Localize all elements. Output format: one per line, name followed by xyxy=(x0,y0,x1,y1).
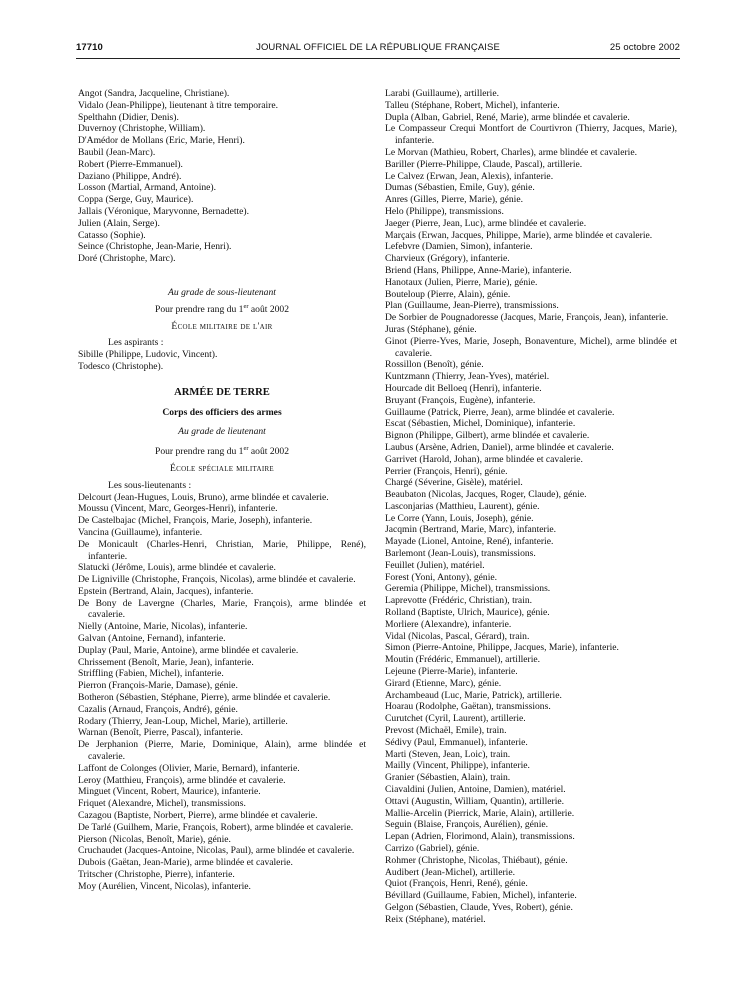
grade-heading-air: Au grade de sous-lieutenant xyxy=(168,286,276,298)
list-entry: Mailly (Vincent, Philippe), infanterie. xyxy=(385,760,530,772)
list-entry: Julien (Alain, Serge). xyxy=(78,217,160,229)
list-entry: Dumas (Sébastien, Emile, Guy), génie. xyxy=(385,182,535,194)
list-entry: Tritscher (Christophe, Pierre), infanterie. xyxy=(78,869,235,881)
list-entry: Bignon (Philippe, Gilbert), arme blindée et cavalerie. xyxy=(385,430,590,442)
list-entry: Bévillard (Guillaume, Fabien, Michel), infanterie. xyxy=(385,890,577,902)
list-entry: Lejeune (Pierre-Marie), infanterie. xyxy=(385,666,518,678)
list-entry: Friquet (Alexandre, Michel), transmissions. xyxy=(78,798,246,810)
list-entry: Hoarau (Rodolphe, Gaëtan), transmissions. xyxy=(385,701,551,713)
list-entry: De Ligniville (Christophe, François, Nicolas), arme blindée et cavalerie. xyxy=(78,574,356,586)
list-entry: Sibille (Philippe, Ludovic, Vincent). xyxy=(78,349,218,361)
list-entry: De Jerphanion (Pierre, Marie, Dominique, Alain), arme blindée et cavalerie. xyxy=(78,739,366,763)
list-entry: Le Corre (Yann, Louis, Joseph), génie. xyxy=(385,512,534,524)
list-entry: Rolland (Baptiste, Ulrich, Maurice), génie. xyxy=(385,607,550,619)
school-heading-air: École militaire de l'air xyxy=(171,320,273,332)
list-entry: Vidalo (Jean-Philippe), lieutenant à titre temporaire. xyxy=(78,99,279,111)
list-entry: Ottavi (Augustin, William, Quantin), artillerie. xyxy=(385,795,565,807)
list-entry: De Castelbajac (Michel, François, Marie, Joseph), infanterie. xyxy=(78,515,313,527)
list-entry: Le Morvan (Mathieu, Robert, Charles), arme blindée et cavalerie. xyxy=(385,146,637,158)
list-entry: Juras (Stéphane), génie. xyxy=(385,323,477,335)
list-entry: Vancina (Guillaume), infanterie. xyxy=(78,526,203,538)
list-entry: Guillaume (Patrick, Pierre, Jean), arme blindée et cavalerie. xyxy=(385,406,615,418)
list-entry: Marti (Steven, Jean, Loic), train. xyxy=(385,748,511,760)
list-entry: Laubus (Arsène, Adrien, Daniel), arme blindée et cavalerie. xyxy=(385,441,614,453)
list-entry: Duvernoy (Christophe, William). xyxy=(78,123,206,135)
journal-title: JOURNAL OFFICIEL DE LA RÉPUBLIQUE FRANÇAISE xyxy=(256,42,500,53)
list-entry: Duplay (Paul, Marie, Antoine), arme blindée et cavalerie. xyxy=(78,644,299,656)
list-entry: Jacqmin (Bertrand, Marie, Marc), infanterie. xyxy=(385,524,557,536)
list-entry: Botheron (Sébastien, Stéphane, Pierre), arme blindée et cavalerie. xyxy=(78,692,331,704)
list-entry: Baubil (Jean-Marc). xyxy=(78,146,156,158)
list-entry: Perrier (François, Henri), génie. xyxy=(385,465,508,477)
list-entry: Carrizo (Gabriel), génie. xyxy=(385,843,480,854)
list-entry: Jaeger (Pierre, Jean, Luc), arme blindée et cavalerie. xyxy=(385,217,587,229)
list-entry: Marçais (Erwan, Jacques, Philippe, Marie), arme blindée et cavalerie. xyxy=(385,229,653,241)
list-entry: Archambeaud (Luc, Marie, Patrick), artillerie. xyxy=(385,689,562,701)
list-entry: Forest (Yoni, Antony), génie. xyxy=(385,571,498,583)
list-entry: Sédivy (Paul, Emmanuel), infanterie. xyxy=(385,736,528,748)
list-entry: Coppa (Serge, Guy, Maurice). xyxy=(78,194,194,206)
page-header xyxy=(76,42,680,56)
list-entry: Jallais (Véronique, Maryvonne, Bernadette). xyxy=(78,205,250,217)
list-entry: Rossillon (Benoît), génie. xyxy=(385,359,484,371)
rang-line-air: Pour prendre rang du 1er août 2002 xyxy=(154,302,290,315)
list-entry: Epstein (Bertrand, Alain, Jacques), infanterie. xyxy=(78,585,254,597)
list-entry: Simon (Pierre-Antoine, Philippe, Jacques, Marie), infanterie. xyxy=(385,642,619,654)
list-entry: Charvieux (Grégory), infanterie. xyxy=(385,253,510,265)
list-entry: Leroy (Matthieu, François), arme blindée et cavalerie. xyxy=(78,774,286,786)
list-entry: Striffling (Fabien, Michel), infanterie. xyxy=(78,668,224,680)
list-entry: Le Compasseur Crequi Montfort de Courtivron (Thierry, Jacques, Marie), infanterie. xyxy=(385,123,677,147)
list-entry: Bariller (Pierre-Philippe, Claude, Pascal), artillerie. xyxy=(385,158,583,170)
list-entry: Hourcade dit Belloeq (Henri), infanterie. xyxy=(385,382,542,394)
list-entry: Pierson (Nicolas, Benoît, Marie), génie. xyxy=(78,833,231,845)
list-entry: Losson (Martial, Armand, Antoine). xyxy=(78,182,217,194)
list-entry: Lasconjarias (Matthieu, Laurent), génie. xyxy=(385,500,540,512)
list-entry: Geremia (Philippe, Michel), transmissions. xyxy=(385,583,551,595)
list-entry: Doré (Christophe, Marc). xyxy=(78,253,176,265)
list-entry: Girard (Etienne, Marc), génie. xyxy=(385,677,502,689)
list-entry: Rodary (Thierry, Jean-Loup, Michel, Marie), artillerie. xyxy=(78,715,288,727)
list-entry: Quiot (François, Henri, René), génie. xyxy=(385,878,528,890)
list-entry: Audibert (Jean-Michel), artillerie. xyxy=(385,866,515,878)
group-label-air: Les aspirants : xyxy=(108,337,164,349)
list-entry: Chargé (Séverine, Gisèle), matériel. xyxy=(385,477,523,489)
list-entry: Moussu (Vincent, Marc, Georges-Henri), infanterie. xyxy=(78,503,278,515)
list-entry: Morliere (Alexandre), infanterie. xyxy=(385,618,512,630)
right-list xyxy=(385,88,677,926)
list-entry: Laffont de Colonges (Olivier, Marie, Bernard), infanterie. xyxy=(78,762,300,774)
list-entry: Slatucki (Jérôme, Louis), arme blindée et cavalerie. xyxy=(78,562,276,574)
list-entry: Feuillet (Julien), matériel. xyxy=(385,559,485,571)
list-entry: Ginot (Pierre-Yves, Marie, Joseph, Bonaventure, Michel), arme blindée et cavalerie. xyxy=(385,335,677,359)
list-entry: Delcourt (Jean-Hugues, Louis, Bruno), arme blindée et cavalerie. xyxy=(78,491,329,503)
list-entry: Todesco (Christophe). xyxy=(78,360,164,372)
list-entry: Briend (Hans, Philippe, Anne-Marie), infanterie. xyxy=(385,264,572,276)
left-top-list xyxy=(78,88,366,265)
right-column xyxy=(385,88,677,926)
list-entry: D'Amédor de Mollans (Eric, Marie, Henri). xyxy=(78,135,245,147)
issue-date: 25 octobre 2002 xyxy=(609,42,680,53)
list-entry: Moy (Aurélien, Vincent, Nicolas), infanterie. xyxy=(78,880,251,892)
list-entry: Curutchet (Cyril, Laurent), artillerie. xyxy=(385,713,526,725)
left-bottom-list xyxy=(78,492,366,893)
list-entry: Cruchaudet (Jacques-Antoine, Nicolas, Paul), arme blindée et cavalerie. xyxy=(78,845,355,857)
list-entry: Robert (Pierre-Emmanuel). xyxy=(78,158,183,170)
list-entry: Mayade (Lionel, Antoine, René), infanterie. xyxy=(385,536,554,548)
list-entry: Warnan (Benoît, Pierre, Pascal), infanterie. xyxy=(78,727,243,739)
header-rule xyxy=(76,58,680,59)
grade-heading-terre: Au grade de lieutenant xyxy=(178,426,266,438)
list-entry: Reix (Stéphane), matériel. xyxy=(385,913,486,925)
list-entry: Beaubaton (Nicolas, Jacques, Roger, Claude), génie. xyxy=(385,489,587,501)
list-entry: Hanotaux (Julien, Pierre, Marie), génie. xyxy=(385,276,538,288)
school-heading-terre: École spéciale militaire xyxy=(169,462,274,474)
list-entry: Galvan (Antoine, Fernand), infanterie. xyxy=(78,633,226,645)
list-entry: Seince (Christophe, Jean-Marie, Henri). xyxy=(78,241,232,253)
list-entry: Rohmer (Christophe, Nicolas, Thiébaut), génie. xyxy=(385,854,568,866)
list-entry: Lepan (Adrien, Florimond, Alain), transmissions. xyxy=(385,831,575,843)
list-entry: Pierron (François-Marie, Damase), génie. xyxy=(78,680,238,692)
list-entry: Garrivet (Harold, Johan), arme blindée et cavalerie. xyxy=(385,453,583,465)
list-entry: Anres (Gilles, Pierre, Marie), génie. xyxy=(385,194,523,206)
list-entry: Larabi (Guillaume), artillerie. xyxy=(385,88,500,99)
list-entry: Chrissement (Benoît, Marie, Jean), infanterie. xyxy=(78,656,254,668)
list-entry: Escat (Sébastien, Michel, Dominique), infanterie. xyxy=(385,418,576,430)
page-number: 17710 xyxy=(76,42,103,53)
list-entry: Bruyant (François, Eugène), infanterie. xyxy=(385,394,536,406)
list-entry: Gelgon (Sébastien, Claude, Yves, Robert), génie. xyxy=(385,901,573,913)
list-entry: Laprevotte (Frédéric, Christian), train. xyxy=(385,595,533,607)
list-entry: Lefebvre (Damien, Simon), infanterie. xyxy=(385,241,533,253)
list-entry: Kuntzmann (Thierry, Jean-Yves), matériel. xyxy=(385,371,550,383)
list-entry: De Bony de Lavergne (Charles, Marie, François), arme blindée et cavalerie. xyxy=(78,597,366,621)
corps-heading: Corps des officiers des armes xyxy=(162,406,282,418)
list-entry: Plan (Guillaume, Jean-Pierre), transmissions. xyxy=(385,300,559,312)
list-entry: Vidal (Nicolas, Pascal, Gérard), train. xyxy=(385,630,530,642)
rang-line-terre: Pour prendre rang du 1er août 2002 xyxy=(154,444,290,458)
list-entry: Prevost (Michaël, Emile), train. xyxy=(385,725,507,737)
list-entry: Barlemont (Jean-Louis), transmissions. xyxy=(385,548,536,560)
list-entry: Dupla (Alban, Gabriel, René, Marie), arme blindée et cavalerie. xyxy=(385,111,630,123)
list-entry: Le Calvez (Erwan, Jean, Alexis), infanterie. xyxy=(385,170,554,182)
army-heading: ARMÉE DE TERRE xyxy=(174,386,270,398)
air-list xyxy=(78,349,366,373)
left-column xyxy=(78,88,366,893)
list-entry: Nielly (Antoine, Marie, Nicolas), infanterie. xyxy=(78,621,248,633)
list-entry: Moutin (Frédéric, Emmanuel), artillerie. xyxy=(385,654,541,666)
list-entry: Cazalis (Arnaud, François, André), génie. xyxy=(78,703,238,715)
list-entry: De Monicault (Charles-Henri, Christian, Marie, Philippe, René), infanterie. xyxy=(78,538,366,562)
list-entry: De Sorbier de Pougnadoresse (Jacques, Marie, François, Jean), infanterie. xyxy=(385,312,669,324)
list-entry: Ciavaldini (Julien, Antoine, Damien), matériel. xyxy=(385,784,566,796)
list-entry: Spelthahn (Didier, Denis). xyxy=(78,111,179,123)
list-entry: Cazagou (Baptiste, Norbert, Pierre), arme blindée et cavalerie. xyxy=(78,810,318,822)
list-entry: Daziano (Philippe, André). xyxy=(78,170,182,182)
list-entry: Minguet (Vincent, Robert, Maurice), infanterie. xyxy=(78,786,261,798)
list-entry: Mallie-Arcelin (Pierrick, Marie, Alain), artillerie. xyxy=(385,807,575,819)
group-label-terre: Les sous-lieutenants : xyxy=(108,479,192,491)
list-entry: Catasso (Sophie). xyxy=(78,229,146,241)
list-entry: Talleu (Stéphane, Robert, Michel), infanterie. xyxy=(385,99,560,111)
list-entry: Dubois (Gaëtan, Jean-Marie), arme blindée et cavalerie. xyxy=(78,857,293,869)
list-entry: Granier (Sébastien, Alain), train. xyxy=(385,772,511,784)
list-entry: De Tarlé (Guilhem, Marie, François, Robert), arme blindée et cavalerie. xyxy=(78,821,354,833)
list-entry: Seguin (Blaise, François, Aurélien), génie. xyxy=(385,819,549,831)
list-entry: Bouteloup (Pierre, Alain), génie. xyxy=(385,288,511,300)
list-entry: Angot (Sandra, Jacqueline, Christiane). xyxy=(78,88,230,99)
list-entry: Helo (Philippe), transmissions. xyxy=(385,205,504,217)
